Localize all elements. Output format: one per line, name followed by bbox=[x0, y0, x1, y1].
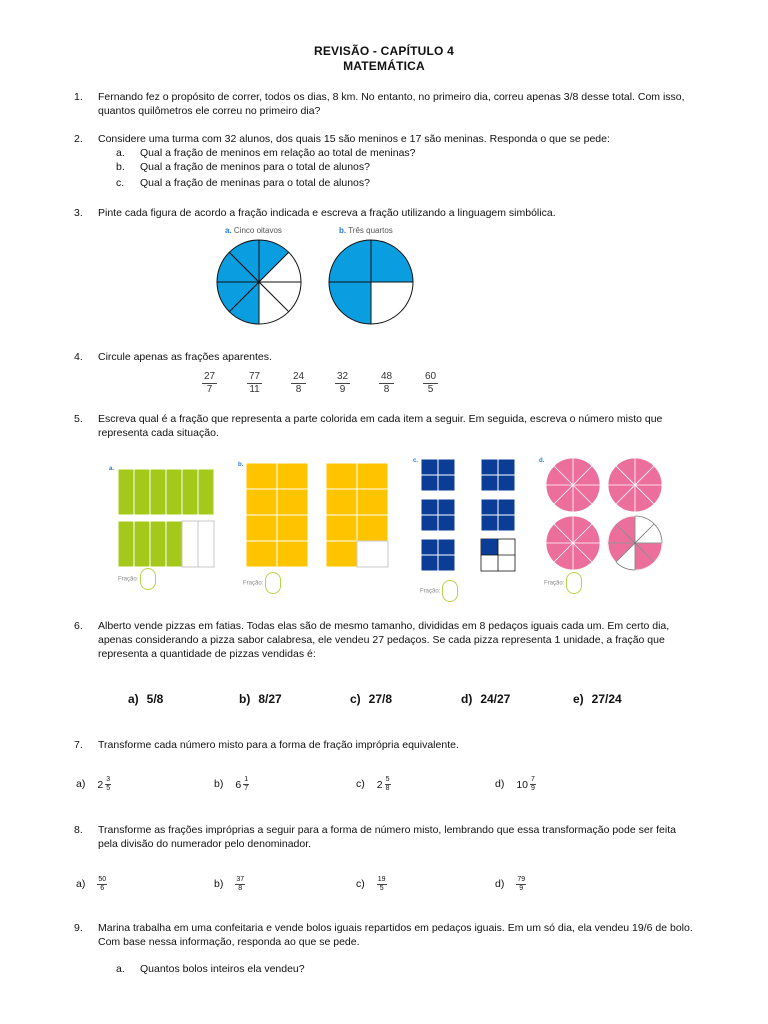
pie-slice bbox=[371, 240, 413, 282]
option-d[interactable]: d) 24/27 bbox=[461, 692, 511, 706]
option-a[interactable]: a) 5/8 bbox=[128, 692, 164, 706]
fracao-answer-c: Fração: bbox=[420, 580, 458, 602]
question-text: Fernando fez o propósito de correr, todos os dias, 8 km. No entanto, no primeiro dia, correu apenas 3/8 desse total. Com isso, quantos quilômetros ele correu no primeiro dia? bbox=[98, 91, 685, 117]
pie-slice bbox=[371, 282, 413, 324]
question-text: Alberto vende pizzas em fatias. Todas elas são de mesmo tamanho, divididas em 8 pedaços iguais cada um. Em certo dia, apenas considerando a pizza sabor calabresa, ele vendeu 27 pedaços. Se cada pizza representa 1 unidade, a fração que representa a quantidade de pizzas vendidas é: bbox=[98, 620, 670, 660]
fraction-figures bbox=[100, 455, 670, 605]
circle-eighths-figure bbox=[212, 236, 308, 326]
fraction: $\frac{24}{8}$ bbox=[293, 371, 305, 395]
question-number: 5. bbox=[74, 413, 83, 425]
mixed-number-a: a) 2 $\frac{3}{5}$ bbox=[76, 776, 111, 792]
fraction: $\frac{27}{7}$ bbox=[204, 371, 216, 395]
mixed-number-b: b) 6 $\frac{1}{7}$ bbox=[214, 776, 249, 792]
fracao-answer-a: Fração: bbox=[118, 568, 156, 590]
option-c[interactable]: c) 27/8 bbox=[350, 692, 393, 706]
question-number: 8. bbox=[74, 824, 83, 836]
question-text: Transforme as frações impróprias a seguir para a forma de número misto, lembrando que essa transformação pode ser feita pela divisão do numerador pelo denominador. bbox=[98, 824, 676, 850]
fraction: $\frac{48}{8}$ bbox=[381, 371, 393, 395]
question-text: Transforme cada número misto para a forma de fração imprópria equivalente. bbox=[98, 739, 459, 751]
fraction: $\frac{77}{11}$ bbox=[249, 371, 261, 395]
question-number: 4. bbox=[74, 351, 83, 363]
question-number: 6. bbox=[74, 620, 83, 632]
question-text: Pinte cada figura de acordo a fração indicada e escreva a fração utilizando a linguagem simbólica. bbox=[98, 207, 556, 219]
fraction: $\frac{32}{9}$ bbox=[337, 371, 349, 395]
option-e[interactable]: e) 27/24 bbox=[573, 692, 622, 706]
improper-fraction-d: d) $\frac{79}{9}$ bbox=[495, 876, 526, 892]
figure-letter: a. bbox=[109, 466, 115, 472]
figure-letter: c. bbox=[413, 458, 419, 464]
fracao-answer-d: Fração: bbox=[544, 572, 582, 594]
pie-slice bbox=[329, 240, 371, 282]
pie-slice bbox=[329, 282, 371, 324]
circle-quarters-figure bbox=[326, 236, 418, 326]
question-text: Considere uma turma com 32 alunos, dos quais 15 são meninos e 17 são meninas. Responda o que se pede: bbox=[98, 133, 610, 145]
page-subtitle: MATEMÁTICA bbox=[343, 59, 425, 73]
question-number: 1. bbox=[74, 91, 83, 103]
page-title: REVISÃO - CAPÍTULO 4 bbox=[313, 44, 454, 58]
question-number: 3. bbox=[74, 207, 83, 219]
improper-fraction-a: a) $\frac{50}{6}$ bbox=[76, 876, 107, 892]
improper-fraction-c: c) $\frac{19}{5}$ bbox=[356, 876, 386, 892]
figure-letter: d. bbox=[539, 458, 545, 464]
mixed-number-d: d) 10 $\frac{7}{9}$ bbox=[495, 776, 535, 792]
improper-fraction-b: b) $\frac{37}{8}$ bbox=[214, 876, 245, 892]
figure-b-label: b. Três quartos bbox=[339, 226, 393, 235]
figure-letter: b. bbox=[238, 462, 244, 468]
mixed-number-c: c) 2 $\frac{5}{8}$ bbox=[356, 776, 390, 792]
option-b[interactable]: b) 8/27 bbox=[239, 692, 282, 706]
question-number: 2. bbox=[74, 133, 83, 145]
question-text: Escreva qual é a fração que representa a parte colorida em cada item a seguir. Em seguida, escreva o número misto que representa cada situação. bbox=[98, 413, 663, 439]
question-number: 7. bbox=[74, 739, 83, 751]
question-text: Circule apenas as frações aparentes. bbox=[98, 351, 272, 363]
question-number: 9. bbox=[74, 922, 83, 934]
figure-a-label: a. Cinco oitavos bbox=[225, 226, 282, 235]
question-text: Marina trabalha em uma confeitaria e vende bolos iguais repartidos em pedaços iguais. Em um só dia, ela vendeu 19/6 de bolo. Com base nessa informação, responda ao que se pede. bbox=[98, 922, 693, 948]
fraction: $\frac{60}{5}$ bbox=[425, 371, 437, 395]
fracao-answer-b: Fração: bbox=[243, 572, 281, 594]
